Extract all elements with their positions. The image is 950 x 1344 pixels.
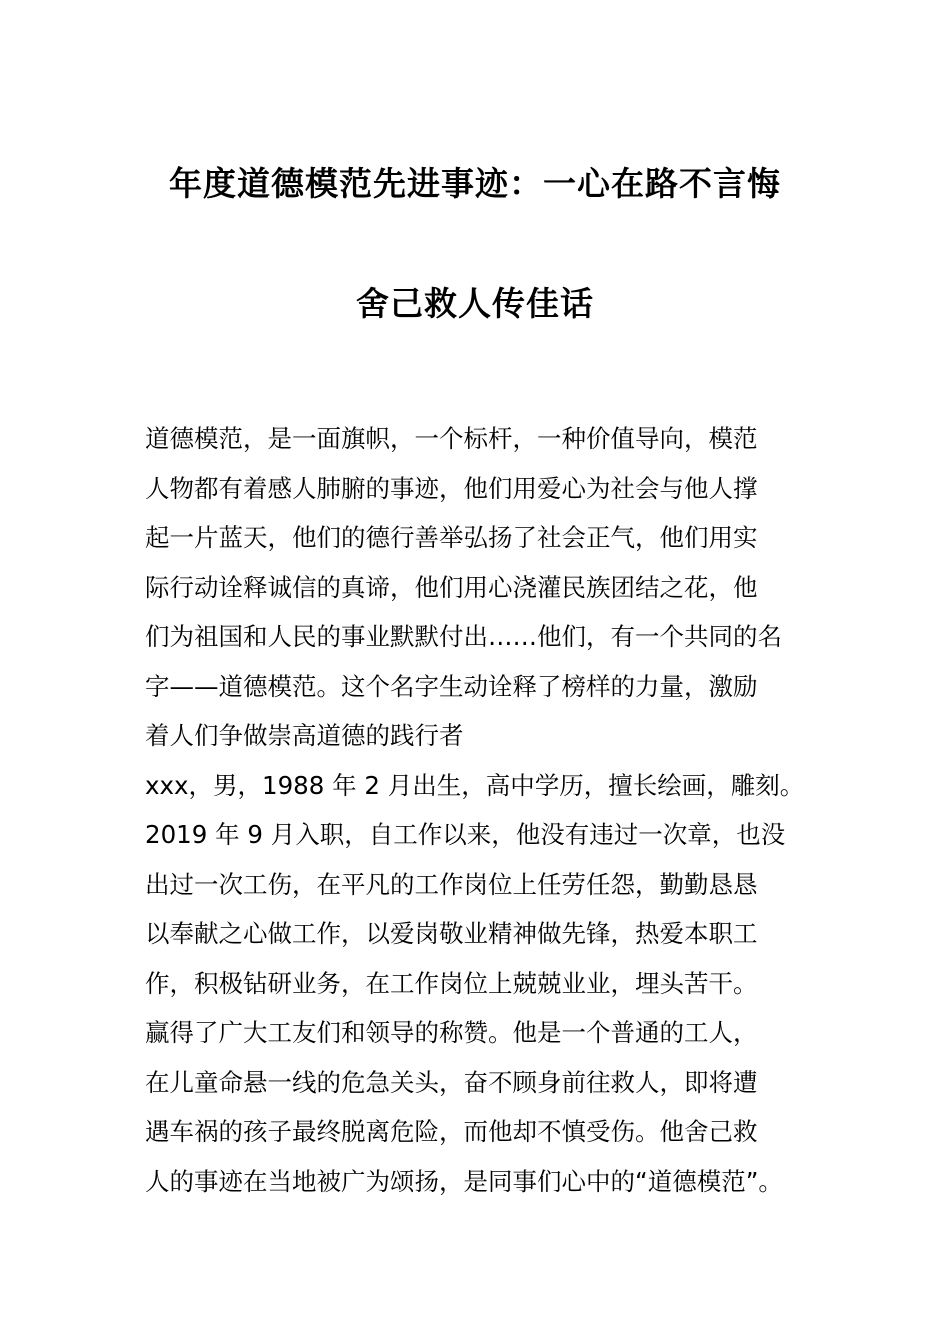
body-line: 赢得了广大工友们和领导的称赞。他是一个普通的工人， — [145, 1018, 758, 1047]
body-line: 人物都有着感人肺腑的事迹，他们用爱心为社会与他人撑 — [145, 474, 758, 503]
body-line: 际行动诠释诚信的真谛，他们用心浇灌民族团结之花，他 — [145, 573, 758, 602]
body-line: 出过一次工伤，在平凡的工作岗位上任劳任怨，勤勤恳恳 — [145, 870, 758, 899]
body-line: 着人们争做崇高道德的践行者 — [145, 721, 464, 750]
title-line-1: 年度道德模范先进事迹：一心在路不言悔 — [169, 164, 781, 203]
body-line: 作，积极钻研业务，在工作岗位上兢兢业业，埋头苦干。 — [145, 969, 758, 998]
body-line: 起一片蓝天，他们的德行善举弘扬了社会正气，他们用实 — [145, 523, 758, 552]
body-line: 在儿童命悬一线的危急关头，奋不顾身前往救人，即将遭 — [145, 1068, 758, 1097]
body-line: 道德模范，是一面旗帜，一个标杆，一种价值导向，模范 — [145, 424, 758, 453]
body-line: 以奉献之心做工作，以爱岗敬业精神做先锋，热爱本职工 — [145, 919, 758, 948]
body-line: 2019 年 9 月入职，自工作以来，他没有违过一次章，也没 — [145, 820, 786, 849]
title-line-2: 舍己救人传佳话 — [356, 284, 594, 323]
body-line: 们为祖国和人民的事业默默付出……他们，有一个共同的名 — [145, 622, 782, 651]
body-line: 字——道德模范。这个名字生动诠释了榜样的力量，激励 — [145, 672, 758, 701]
body-line: 人的事迹在当地被广为颂扬，是同事们心中的“道德模范”。 — [145, 1167, 783, 1196]
body-line: xxx，男，1988 年 2 月出生，高中学历，擅长绘画，雕刻。 — [145, 771, 805, 800]
body-line: 遇车祸的孩子最终脱离危险，而他却不慎受伤。他舍己救 — [145, 1117, 758, 1146]
